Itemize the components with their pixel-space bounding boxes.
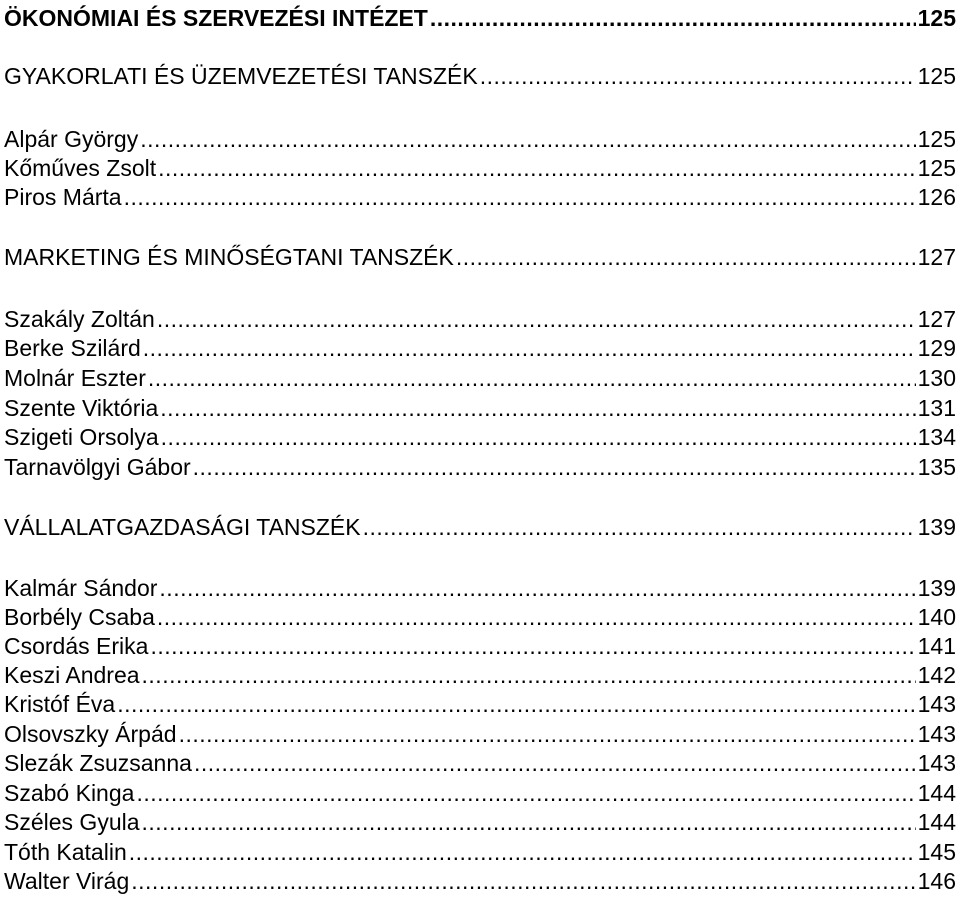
toc-entry-label: Szabó Kinga	[4, 780, 135, 806]
toc-entry-page: 139	[917, 575, 956, 601]
toc-entry-page: 143	[917, 691, 956, 717]
toc-entry-person	[4, 749, 956, 777]
toc-entry-page: 129	[917, 335, 956, 361]
toc-entry-label: Alpár György	[4, 126, 139, 152]
toc-entry-page: 125	[917, 5, 956, 31]
toc-entry-page: 125	[917, 63, 956, 89]
toc-entry-person	[4, 183, 956, 211]
dot-leader	[159, 574, 915, 602]
dot-leader	[131, 867, 915, 895]
toc-entry-page: 134	[917, 424, 956, 450]
toc-entry-page: 141	[917, 633, 956, 659]
toc-entry-page: 142	[917, 662, 956, 688]
dot-leader	[117, 690, 915, 718]
dot-leader	[363, 513, 916, 541]
toc-entry-page: 140	[917, 604, 956, 630]
dot-leader	[143, 334, 916, 362]
toc-entry-page: 126	[917, 184, 956, 210]
dot-leader	[140, 125, 915, 153]
dot-leader	[160, 394, 915, 422]
toc-entry-department	[4, 243, 956, 271]
toc-entry-institute	[4, 4, 956, 32]
toc-entry-label: Széles Gyula	[4, 809, 140, 835]
toc-entry-page: 131	[917, 395, 956, 421]
toc-entry-label: Kalmár Sándor	[4, 575, 158, 601]
toc-entry-person	[4, 305, 956, 333]
toc-entry-person	[4, 632, 956, 660]
toc-entry-person	[4, 808, 956, 836]
toc-entry-person	[4, 423, 956, 451]
dot-leader	[129, 838, 916, 866]
toc-entry-page: 144	[917, 809, 956, 835]
dot-leader	[158, 154, 916, 182]
dot-leader	[194, 749, 916, 777]
toc-entry-person	[4, 453, 956, 481]
toc-entry-label: Berke Szilárd	[4, 335, 141, 361]
dot-leader	[179, 720, 916, 748]
dot-leader	[157, 305, 916, 333]
dot-leader	[142, 661, 916, 689]
toc-entry-person	[4, 603, 956, 631]
toc-entry-page: 139	[917, 514, 956, 540]
toc-entry-page: 127	[917, 306, 956, 332]
toc-entry-page: 135	[917, 454, 956, 480]
dot-leader	[456, 243, 916, 271]
toc-entry-department	[4, 62, 956, 90]
dot-leader	[430, 4, 916, 32]
toc-entry-label: Kristóf Éva	[4, 691, 116, 717]
toc-entry-page: 127	[917, 244, 956, 270]
dot-leader	[148, 364, 916, 392]
toc-entry-label: Olsovszky Árpád	[4, 721, 177, 747]
toc-entry-page: 130	[917, 365, 956, 391]
dot-leader	[157, 603, 916, 631]
toc-entry-page: 143	[917, 721, 956, 747]
toc-entry-person	[4, 154, 956, 182]
toc-entry-label: Szakály Zoltán	[4, 306, 155, 332]
toc-entry-person	[4, 364, 956, 392]
toc-entry-label: VÁLLALATGAZDASÁGI TANSZÉK	[4, 514, 361, 540]
toc-entry-person	[4, 334, 956, 362]
toc-entry-department	[4, 513, 956, 541]
dot-leader	[150, 632, 915, 660]
toc-entry-person	[4, 867, 956, 895]
toc-entry-label: Tarnavölgyi Gábor	[4, 454, 191, 480]
toc-entry-page: 144	[917, 780, 956, 806]
toc-entry-label: GYAKORLATI ÉS ÜZEMVEZETÉSI TANSZÉK	[4, 63, 478, 89]
toc-entry-person	[4, 394, 956, 422]
dot-leader	[124, 183, 916, 211]
toc-entry-label: Piros Márta	[4, 184, 122, 210]
toc-entry-page: 125	[917, 126, 956, 152]
toc-entry-person	[4, 574, 956, 602]
toc-entry-page: 146	[917, 868, 956, 894]
dot-leader	[161, 423, 916, 451]
toc-entry-label: Kőműves Zsolt	[4, 155, 157, 181]
toc-entry-label: Keszi Andrea	[4, 662, 140, 688]
dot-leader	[136, 779, 915, 807]
toc-entry-label: Molnár Eszter	[4, 365, 146, 391]
toc-entry-person	[4, 720, 956, 748]
toc-entry-person	[4, 690, 956, 718]
toc-entry-label: ÖKONÓMIAI ÉS SZERVEZÉSI INTÉZET	[4, 5, 428, 31]
toc-entry-page: 145	[917, 839, 956, 865]
toc-entry-label: Csordás Erika	[4, 633, 149, 659]
toc-entry-label: Szigeti Orsolya	[4, 424, 159, 450]
toc-entry-person	[4, 661, 956, 689]
toc-entry-label: MARKETING ÉS MINŐSÉGTANI TANSZÉK	[4, 244, 454, 270]
toc-entry-label: Borbély Csaba	[4, 604, 155, 630]
dot-leader	[193, 453, 916, 481]
toc-entry-person	[4, 838, 956, 866]
toc-entry-page: 125	[917, 155, 956, 181]
dot-leader	[480, 62, 916, 90]
toc-entry-label: Walter Virág	[4, 868, 130, 894]
toc-entry-label: Szente Viktória	[4, 395, 159, 421]
toc-entry-person	[4, 125, 956, 153]
dot-leader	[142, 808, 916, 836]
toc-entry-person	[4, 779, 956, 807]
toc-entry-label: Tóth Katalin	[4, 839, 127, 865]
toc-entry-page: 143	[917, 750, 956, 776]
toc-entry-label: Slezák Zsuzsanna	[4, 750, 192, 776]
